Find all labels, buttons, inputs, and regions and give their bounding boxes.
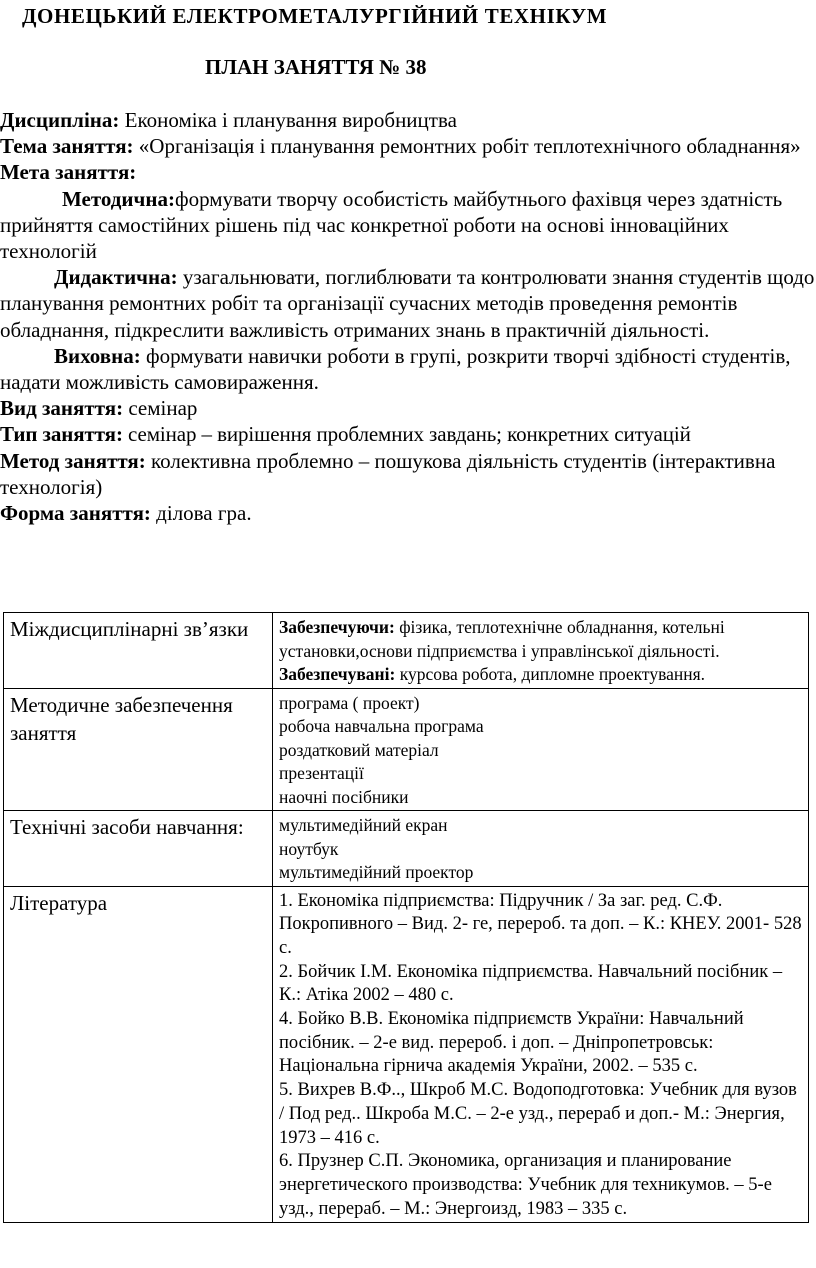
providing-line xyxy=(279,617,725,661)
goal-label: Мета заняття: xyxy=(0,160,137,185)
provided-value: курсова робота, дипломне проектування. xyxy=(395,664,706,684)
methodical-label: Методична: xyxy=(62,186,175,211)
provided-label: Забезпечувані: xyxy=(279,664,396,684)
table-row xyxy=(4,886,809,1223)
literature-label: Література xyxy=(4,886,273,1223)
method-line xyxy=(0,448,816,500)
educational-goal xyxy=(0,343,816,395)
educational-label: Виховна: xyxy=(54,343,141,368)
literature-item: 4. Бойко В.В. Економіка підприємств України: Навчальний посібник. – 2-е вид. перероб. і доп. – Дніпропетровськ: Національна гірнича академія України, 2002. – 535 с. xyxy=(279,1009,744,1077)
literature-item: 6. Прузнер С.П. Экономика, организация и планирование энергетического производства: Учебник для техникумов. – 5-е узд., перераб. – М.: Энергоизд, 1983 – 335 с. xyxy=(279,1151,772,1219)
methodical-value: формувати творчу особистість майбутнього фахівця через здатність прийняття самостійних рішень під час конкретної роботи на основі інноваційних технологій xyxy=(0,186,783,264)
table-row xyxy=(4,811,809,887)
topic-value: «Організація і планування ремонтних робіт теплотехнічного обладнання» xyxy=(133,134,801,159)
literature-value xyxy=(273,886,809,1223)
providing-value: фізика, теплотехнічне обладнання, котельні установки,основи підприємства і управлінської діяльності. xyxy=(279,617,725,661)
list-item: роздатковий матеріал xyxy=(279,739,439,760)
literature-item: 1. Економіка підприємства: Підручник / За заг. ред. С.Ф. Покропивного – Вид. 2- ге, перероб. та доп. – К.: КНЕУ. 2001- 528 с. xyxy=(279,890,802,958)
didactic-label: Дидактична: xyxy=(54,265,178,290)
lesson-support-table xyxy=(3,612,809,1223)
literature-item: 2. Бойчик І.М. Економіка підприємства. Навчальний посібник – К.: Атіка 2002 – 480 с. xyxy=(279,961,783,1006)
provided-line xyxy=(279,663,802,687)
kind-label: Вид заняття: xyxy=(0,396,124,421)
method-label: Метод заняття: xyxy=(0,448,146,473)
discipline-label: Дисципліна: xyxy=(0,108,120,132)
technical-means-label: Технічні засоби навчання: xyxy=(4,811,273,887)
interdisciplinary-value xyxy=(273,613,809,689)
lesson-info xyxy=(0,107,816,526)
kind-value: семінар xyxy=(123,396,198,421)
type-label: Тип заняття: xyxy=(0,422,123,447)
form-value: ділова гра. xyxy=(150,501,252,526)
didactic-value: узагальнювати, поглиблювати та контролювати знання студентів щодо планування ремонтних робіт та організації сучасних методів проведення ремонтів обладнання, підкреслити важливість отриманих знань в практичній діяльності. xyxy=(0,265,815,342)
plan-title: ПЛАН ЗАНЯТТЯ № 38 xyxy=(205,55,427,79)
list-item: мультимедійний екран xyxy=(279,815,448,835)
type-line xyxy=(0,421,816,447)
didactic-goal xyxy=(0,264,816,343)
list-item: робоча навчальна програма xyxy=(279,716,484,736)
discipline-value: Економіка і планування виробництва xyxy=(119,108,457,132)
topic-label: Тема заняття: xyxy=(0,134,134,159)
discipline-line xyxy=(0,107,816,133)
list-item: мультимедійний проектор xyxy=(279,862,474,882)
methodical-goal xyxy=(0,186,816,265)
methodical-support-label: Методичне забезпечення заняття xyxy=(4,688,273,811)
list-item: ноутбук xyxy=(279,838,339,859)
institution-title: ДОНЕЦЬКИЙ ЕЛЕКТРОМЕТАЛУРГІЙНИЙ ТЕХНІКУМ xyxy=(22,4,608,28)
interdisciplinary-label: Міждисциплінарні зв’язки xyxy=(4,613,273,689)
method-value: колективна проблемно – пошукова діяльність студентів (інтерактивна технологія) xyxy=(0,448,776,499)
table-row xyxy=(4,688,809,811)
educational-value: формувати навички роботи в групі, розкрити творчі здібності студентів, надати можливість самовираження. xyxy=(0,343,791,395)
list-item: наочні посібники xyxy=(279,786,409,807)
table-row xyxy=(4,613,809,689)
kind-line xyxy=(0,395,816,421)
list-item: програма ( проект) xyxy=(279,692,420,713)
technical-means-value xyxy=(273,811,809,887)
topic-line xyxy=(0,133,816,159)
providing-label: Забезпечуючи: xyxy=(279,617,395,637)
form-label: Форма заняття: xyxy=(0,501,151,526)
form-line xyxy=(0,500,816,526)
type-value: семінар – вирішення проблемних завдань; конкретних ситуацій xyxy=(122,422,691,447)
literature-item: 5. Вихрев В.Ф.., Шкроб М.С. Водоподготовка: Учебник для вузов / Под ред.. Шкроба М.С. – 2-е узд., перераб и доп.- М.: Энергия, 1973 – 416 с. xyxy=(279,1080,797,1148)
methodical-support-value xyxy=(273,688,809,811)
list-item: презентації xyxy=(279,763,364,783)
